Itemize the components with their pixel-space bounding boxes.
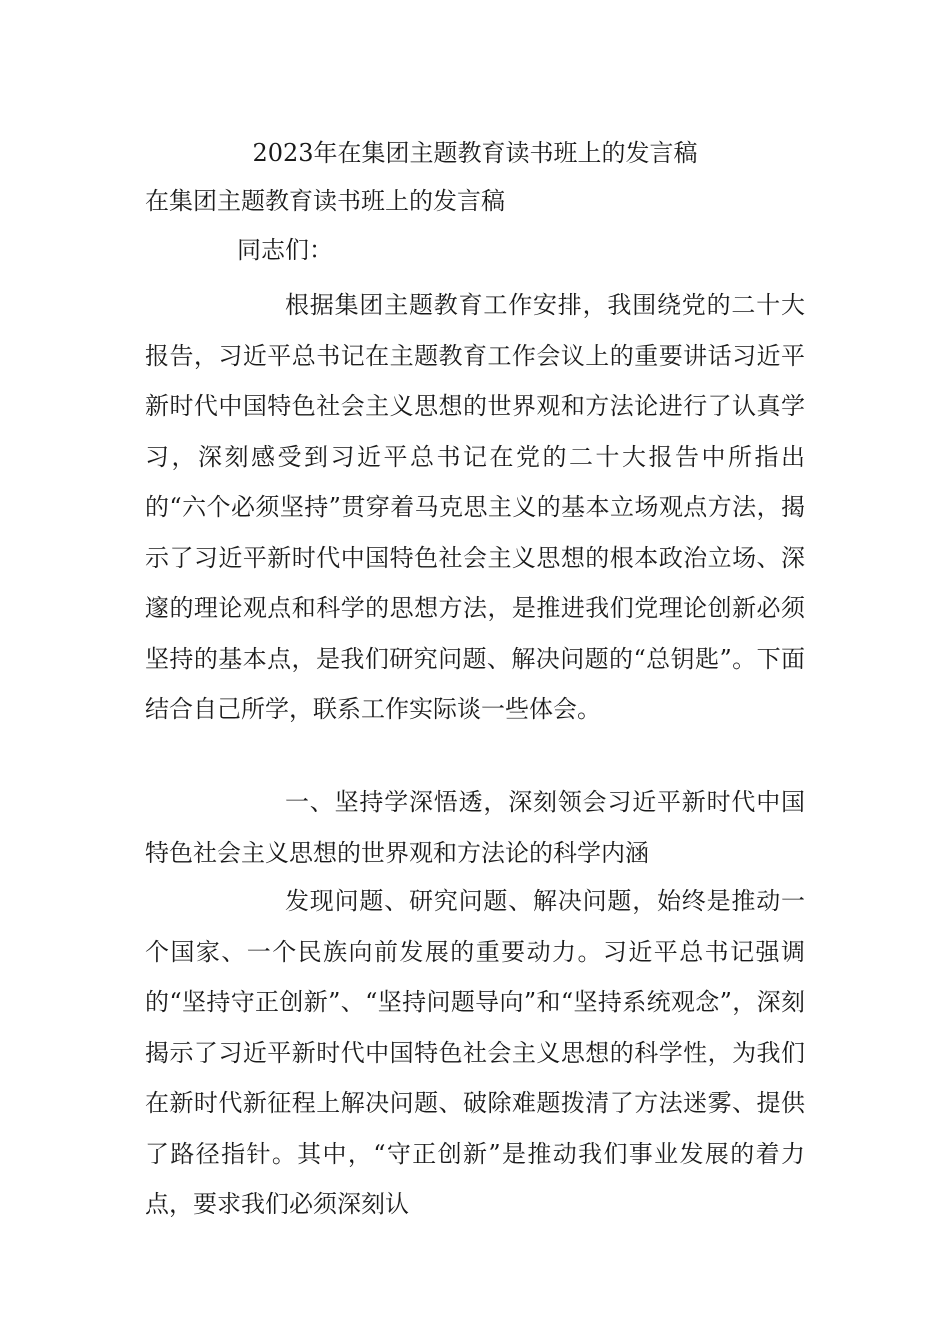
paragraph-section-1: 发现问题、研究问题、解决问题，始终是推动一个国家、一个民族向前发展的重要动力。习近平总书记强调的“坚持守正创新”、“坚持问题导向”和“坚持系统观念”，深刻揭示了习近平新时代中国特色社会主义思想的科学性，为我们在新时代新征程上解决问题、破除难题拨清了方法迷雾、提供了路径指针。其中，“守正创新”是推动我们事业发展的着力点，要求我们必须深刻认 [145,887,805,1218]
document-subtitle: 在集团主题教育读书班上的发言稿 [145,187,505,215]
section-heading-1: 一、坚持学深悟透，深刻领会习近平新时代中国特色社会主义思想的世界观和方法论的科学内涵 [145,788,805,867]
salutation: 同志们： [237,236,333,264]
paragraph-intro: 根据集团主题教育工作安排，我围绕党的二十大报告，习近平总书记在主题教育工作会议上的重要讲话习近平新时代中国特色社会主义思想的世界观和方法论进行了认真学习，深刻感受到习近平总书记在党的二十大报告中所指出的“六个必须坚持”贯穿着马克思主义的基本立场观点方法，揭示了习近平新时代中国特色社会主义思想的根本政治立场、深邃的理论观点和科学的思想方法，是推进我们党理论创新必须坚持的基本点，是我们研究问题、解决问题的“总钥匙”。下面结合自己所学，联系工作实际谈一些体会。 [145,291,805,723]
document-title: 2023年在集团主题教育读书班上的发言稿 [252,139,698,167]
